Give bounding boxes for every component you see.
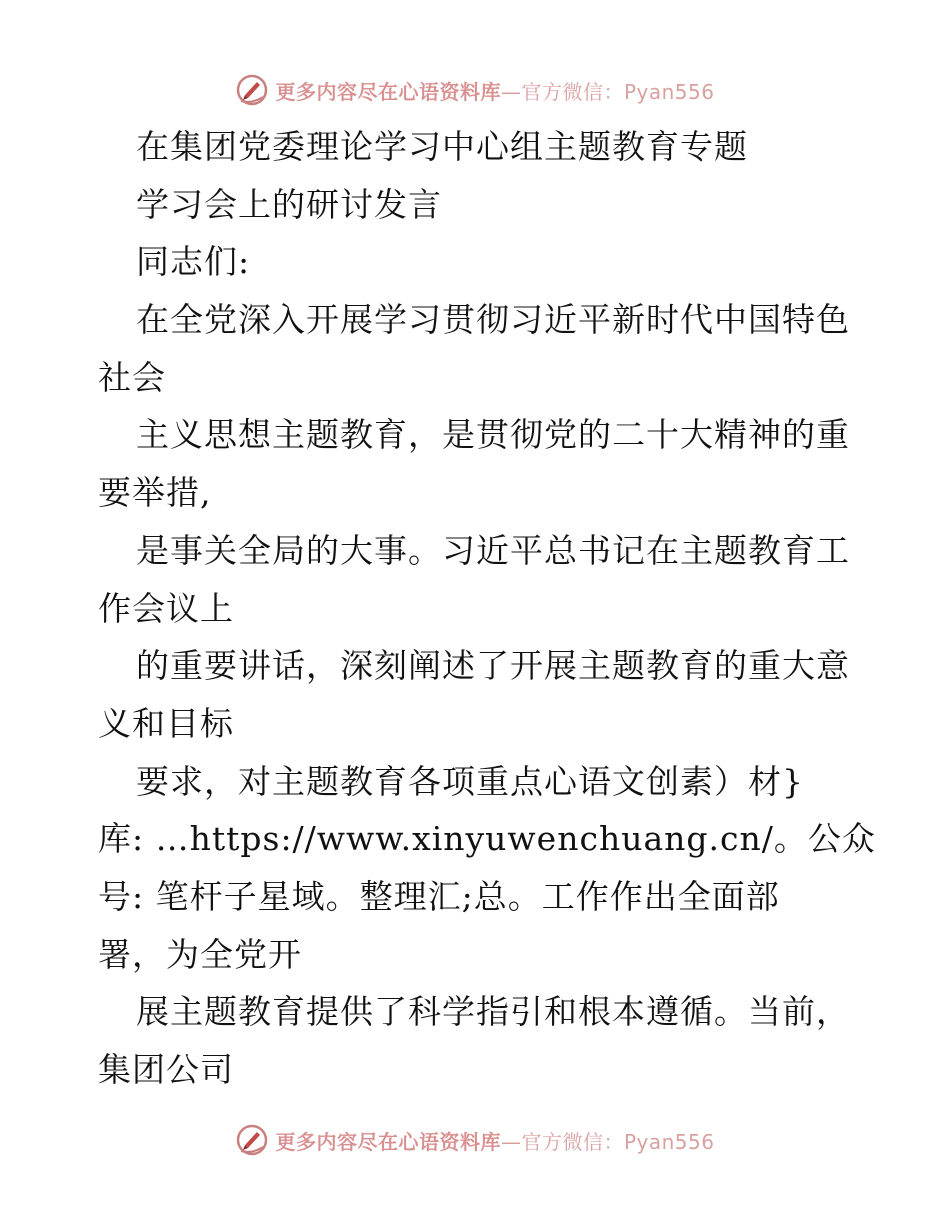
- document-line: 号: 笔杆子星域。整理汇;总。工作作出全面部: [98, 876, 780, 916]
- watermark-contact: 官方微信：Pyan556: [521, 1129, 715, 1154]
- document-line: 的重要讲话，深刻阐述了开展主题教育的重大意: [136, 646, 850, 686]
- watermark-brand: 更多内容尽在心语资料库: [275, 1129, 501, 1154]
- document-line: 作会议上: [98, 588, 234, 628]
- watermark-brand: 更多内容尽在心语资料库: [275, 79, 501, 104]
- document-line: 展主题教育提供了科学指引和根本遵循。当前，: [136, 992, 850, 1032]
- watermark-text: [275, 1126, 714, 1155]
- document-line: 义和目标: [98, 703, 234, 743]
- document-line: 署，为全党开: [98, 934, 302, 974]
- pen-logo-icon: [235, 1123, 269, 1157]
- document-line: 集团公司: [98, 1050, 234, 1089]
- watermark-contact: 官方微信：Pyan556: [521, 79, 715, 104]
- watermark-separator: —: [500, 1129, 522, 1154]
- document-line: 同志们:: [136, 242, 251, 282]
- document-body: [98, 118, 876, 1099]
- document-line: 要求，对主题教育各项重点心语文创素）材}: [136, 761, 804, 801]
- document-line: 库: …https://www.xinyuwenchuang.cn/。公众: [98, 819, 876, 859]
- document-line: 是事关全局的大事。习近平总书记在主题教育工: [136, 530, 850, 570]
- document-line: 社会: [98, 357, 166, 397]
- pen-logo-icon: [235, 73, 269, 107]
- document-line: 主义思想主题教育，是贯彻党的二十大精神的重: [136, 415, 850, 455]
- document-line: 在全党深入开展学习贯彻习近平新时代中国特色: [136, 300, 850, 340]
- document-line: 学习会上的研讨发言: [136, 184, 442, 224]
- document-line: 要举措,: [98, 473, 212, 513]
- header-watermark-banner: [0, 70, 950, 110]
- watermark-text: [275, 76, 714, 105]
- document-line: 在集团党委理论学习中心组主题教育专题: [136, 127, 748, 166]
- watermark-separator: —: [500, 79, 522, 104]
- footer-watermark-banner: [0, 1120, 950, 1160]
